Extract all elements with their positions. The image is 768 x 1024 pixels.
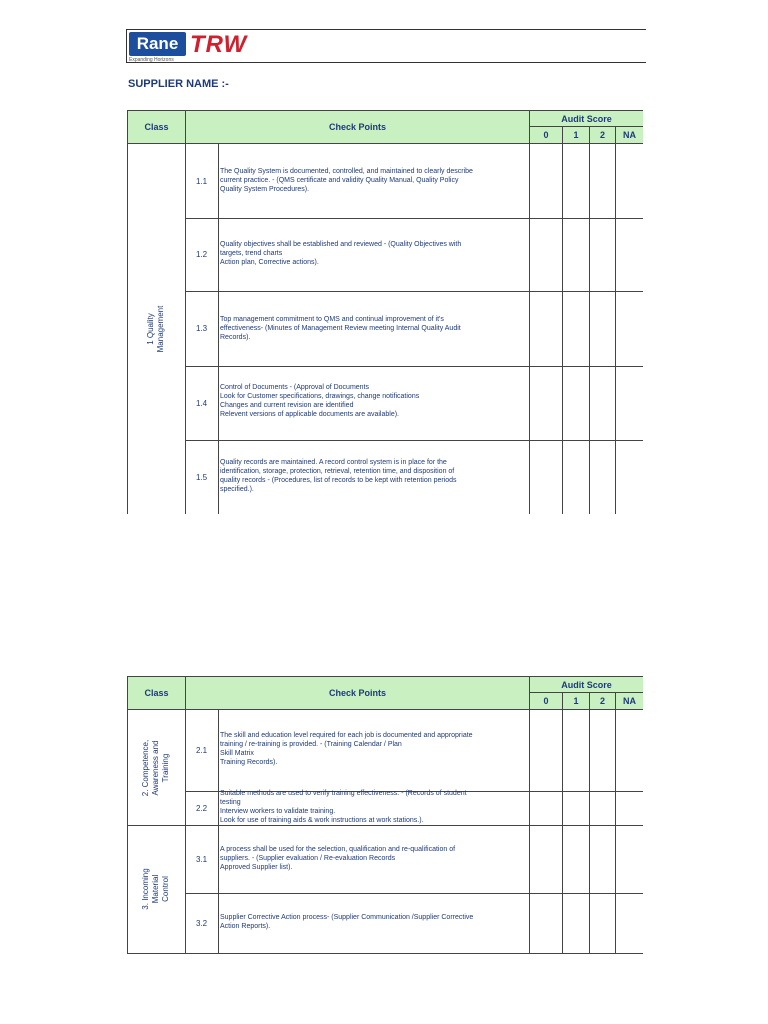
rane-tagline: Expanding Horizons: [129, 57, 174, 63]
check-point-text: Quality objectives shall be established and reviewed - (Quality Objectives with targets, trend charts Action plan, Corrective actions).: [220, 241, 462, 266]
score-col-2: 2: [589, 692, 616, 710]
grid-line: [562, 710, 563, 953]
check-point-text: Control of Documents - (Approval of Documents Look for Customer specifications, drawings, change notifications Changes and current revision are identified Relevent versions of applicable documents are available).: [220, 384, 420, 418]
audit-score-header: Audit Score: [529, 676, 643, 693]
grid-line: [615, 144, 616, 514]
score-col-1: 1: [562, 692, 590, 710]
row-number: 2.1: [195, 746, 208, 755]
grid-line: [185, 291, 643, 292]
check-point-text: Top management commitment to QMS and continual improvement of it's effectiveness- (Minutes of Management Review meeting Internal Quality Audit Records).: [220, 316, 461, 341]
trw-logo: TRW: [190, 31, 248, 58]
grid-line: [185, 440, 643, 441]
check-point-text: Quality records are maintained. A record control system is in place for the identification, storage, protection, retrieval, retention time, and disposition of quality records - (Procedures, list of records to be kept with retention periods specified.).: [220, 459, 457, 493]
row-number: 3.2: [195, 918, 208, 928]
check-point-text: The skill and education level required for each job is documented and appropriate training / re-training is provided. - (Training Calendar / Plan Skill Matrix Training Records).: [220, 732, 473, 766]
grid-line: [529, 710, 530, 953]
score-col-0: 0: [529, 692, 563, 710]
grid-line: [615, 710, 616, 953]
class-incoming-material: 3. Incoming Material Control: [141, 868, 170, 910]
grid-line: [185, 893, 643, 894]
grid-line: [589, 144, 590, 514]
score-col-2: 2: [589, 126, 616, 144]
audit-score-header: Audit Score: [529, 110, 643, 127]
grid-line: [562, 144, 563, 514]
row-number: 1.4: [195, 398, 208, 408]
score-col-na: NA: [615, 692, 643, 710]
row-number: 1.2: [195, 250, 208, 259]
rane-logo: Rane: [129, 32, 186, 56]
grid-line: [589, 710, 590, 953]
grid-line: [529, 144, 530, 514]
score-col-0: 0: [529, 126, 563, 144]
score-col-1: 1: [562, 126, 590, 144]
row-number: 2.2: [195, 803, 208, 813]
check-points-header: Check Points: [185, 676, 530, 710]
score-col-na: NA: [615, 126, 643, 144]
check-points-header: Check Points: [185, 110, 530, 144]
check-point-text: The Quality System is documented, controlled, and maintained to clearly describe current practice. - (QMS certificate and validity Quality Manual, Quality Policy Quality System Procedures).: [220, 168, 473, 193]
class-competence-training: 2. Competence, Awareness and Training: [141, 739, 170, 796]
supplier-name-label: SUPPLIER NAME :-: [128, 78, 229, 90]
class-quality-management: 1 Quality Management: [146, 305, 165, 353]
row-number: 1.3: [195, 324, 208, 333]
check-point-text: A process shall be used for the selection, qualification and re-qualification of suppliers. - (Supplier evaluation / Re-evaluation Records Approved Supplier list).: [220, 846, 456, 871]
check-point-text: Supplier Corrective Action process- (Supplier Communication /Supplier Corrective Action Reports).: [220, 914, 474, 930]
grid-line: [127, 953, 643, 954]
class-header: Class: [127, 676, 186, 710]
grid-line: [185, 366, 643, 367]
class-header: Class: [127, 110, 186, 144]
row-number: 1.1: [195, 176, 208, 186]
row-number: 1.5: [195, 472, 208, 482]
grid-line: [185, 218, 643, 219]
row-number: 3.1: [195, 854, 208, 864]
check-point-text: Suitable methods are used to verify training effectiveness. - (Records of student testing Interview workers to validate training. Look for use of training aids & work instructions at work stations.).: [220, 790, 467, 824]
